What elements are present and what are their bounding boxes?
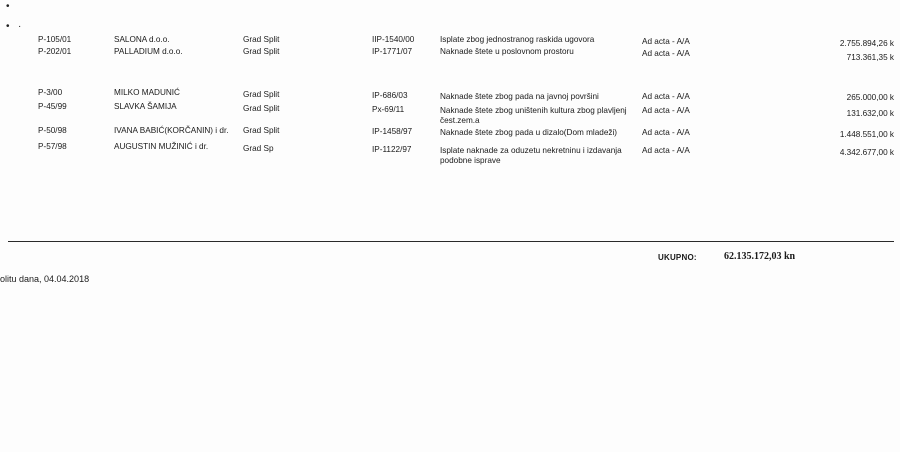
total-divider <box>8 241 894 242</box>
case-status: Ad acta - A/A <box>642 49 690 58</box>
scan-mark: • <box>6 1 10 12</box>
claim-description: Naknade štete zbog uništenih kultura zbog plavljenj čest.zem.a <box>440 106 627 125</box>
claim-description: Naknade štete zbog pada u dizalo(Dom mladeži) <box>440 128 618 137</box>
party-name: MILKO MADUNIĆ <box>114 88 180 97</box>
defendant: Grad Split <box>243 90 280 99</box>
scan-mark: • <box>6 21 10 32</box>
case-number: P-57/98 <box>38 142 67 151</box>
claim-description: Naknade štete u poslovnom prostoru <box>440 47 574 56</box>
case-status: Ad acta - A/A <box>642 37 690 46</box>
reference-number: IP-686/03 <box>372 91 408 100</box>
reference-number: IIP-1540/00 <box>372 35 415 44</box>
case-number: P-45/99 <box>38 102 67 111</box>
reference-number: IP-1771/07 <box>372 47 413 56</box>
claim-description: Isplate naknade za oduzetu nekretninu i izdavanja podobne isprave <box>440 146 622 165</box>
claim-amount: 131.632,00 k <box>846 109 894 118</box>
case-number: P-50/98 <box>38 126 67 135</box>
party-name: SLAVKA ŠAMIJA <box>114 102 177 111</box>
total-label: UKUPNO: <box>658 253 697 262</box>
claim-amount: 2.755.894,26 k <box>839 39 894 48</box>
case-status: Ad acta - A/A <box>642 92 690 101</box>
defendant: Grad Split <box>243 104 280 113</box>
party-name: SALONA d.o.o. <box>114 35 170 44</box>
defendant: Grad Sp <box>243 144 274 153</box>
claim-description: Isplate zbog jednostranog raskida ugovora <box>440 35 595 44</box>
defendant: Grad Split <box>243 47 280 56</box>
case-status: Ad acta - A/A <box>642 128 690 137</box>
total-amount: 62.135.172,03 kn <box>724 251 796 262</box>
case-status: Ad acta - A/A <box>642 106 690 115</box>
claim-amount: 265.000,00 k <box>846 93 894 102</box>
case-number: P-105/01 <box>38 35 72 44</box>
party-name: PALLADIUM d.o.o. <box>114 47 183 56</box>
place-and-date: olitu dana, 04.04.2018 <box>0 274 90 284</box>
case-number: P-3/00 <box>38 88 63 97</box>
claim-description: Naknade štete zbog pada na javnoj površini <box>440 92 599 101</box>
reference-number: Px-69/11 <box>372 105 405 114</box>
case-status: Ad acta - A/A <box>642 146 690 155</box>
party-name: IVANA BABIĆ(KORČANIN) i dr. <box>114 126 229 135</box>
defendant: Grad Split <box>243 35 280 44</box>
claim-amount: 1.448.551,00 k <box>839 130 894 139</box>
reference-number: IP-1122/97 <box>372 145 412 154</box>
reference-number: IP-1458/97 <box>372 127 413 136</box>
claim-amount: 4.342.677,00 k <box>839 148 894 157</box>
case-number: P-202/01 <box>38 47 72 56</box>
defendant: Grad Split <box>243 126 280 135</box>
scan-mark: · <box>18 21 22 32</box>
party-name: AUGUSTIN MUŽINIĆ i dr. <box>114 142 209 151</box>
claim-amount: 713.361,35 k <box>846 53 894 62</box>
